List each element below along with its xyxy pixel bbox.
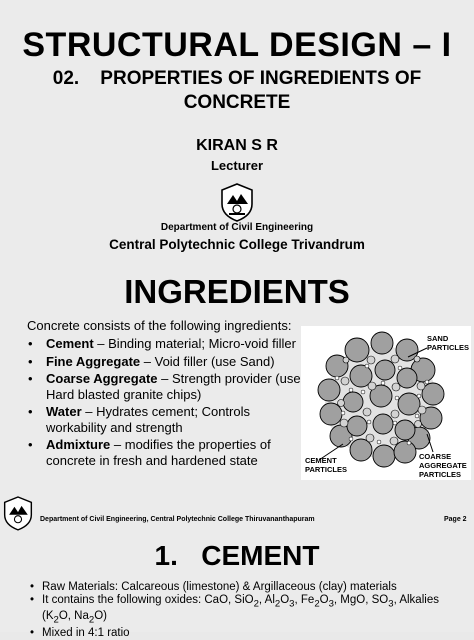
author-name: KIRAN S R bbox=[196, 137, 278, 154]
ingredient-name: Coarse Aggregate bbox=[46, 371, 158, 386]
ingredient-name: Water bbox=[46, 404, 82, 419]
oxides-text: O, Na bbox=[58, 610, 89, 623]
mix-ratio-text: Mixed in 4:1 ratio bbox=[42, 626, 130, 639]
oxides-text: O bbox=[319, 594, 329, 606]
cement-label-line2: PARTICLES bbox=[305, 465, 347, 474]
ingredients-heading: INGREDIENTS bbox=[124, 273, 350, 310]
list-item bbox=[30, 581, 470, 594]
aggregate-cluster bbox=[318, 332, 444, 467]
list-item bbox=[24, 404, 306, 435]
cement-heading: 1. CEMENT bbox=[154, 540, 320, 571]
college-emblem-footer-icon bbox=[2, 495, 34, 531]
ingredient-name: Admixture bbox=[46, 437, 111, 452]
ingredients-list bbox=[24, 336, 306, 470]
slide-subtitle-line2: CONCRETE bbox=[183, 92, 291, 113]
list-item bbox=[24, 336, 306, 352]
coarse-label-line1: COARSE bbox=[419, 452, 452, 461]
bullet: • bbox=[28, 404, 33, 419]
bullet: • bbox=[30, 581, 35, 593]
slide-title: STRUCTURAL DESIGN – I bbox=[22, 26, 452, 64]
oxides-text: O) bbox=[94, 610, 107, 623]
subscript: 2 bbox=[88, 614, 95, 626]
subscript: 2 bbox=[253, 598, 259, 610]
oxides-text: , Al bbox=[258, 594, 275, 606]
department-name: Department of Civil Engineering bbox=[160, 222, 314, 233]
slide-footer: Department of Civil Engineering, Central Polytechnic College Thiruvananthapuram bbox=[40, 516, 315, 523]
raw-materials-text: Raw Materials: Calcareous (limestone) & Argillaceous (clay) materials bbox=[42, 581, 397, 593]
title-slide bbox=[0, 0, 474, 315]
list-item bbox=[30, 594, 470, 627]
subscript: 2 bbox=[274, 598, 281, 610]
subscript: 3 bbox=[328, 598, 334, 610]
bullet: • bbox=[30, 626, 35, 639]
oxides-text: O bbox=[280, 594, 290, 606]
ingredient-description: – modifies the properties of concrete in fresh and hardened state bbox=[46, 437, 271, 468]
ingredient-name: Fine Aggregate bbox=[46, 353, 141, 369]
sand-label-line1: SAND bbox=[427, 334, 449, 343]
ingredient-description: – Strength provider (use Hard blasted granite chips) bbox=[46, 371, 301, 402]
concrete-particles-diagram bbox=[301, 326, 471, 480]
slide-subtitle-line1: 02. PROPERTIES OF INGREDIENTS OF bbox=[52, 68, 422, 89]
oxides-text: , Fe bbox=[294, 594, 315, 606]
oxides-text: It contains the following oxides: CaO, SiO bbox=[42, 594, 254, 606]
bullet: • bbox=[30, 594, 35, 606]
bullet: • bbox=[28, 371, 33, 386]
list-item bbox=[24, 437, 306, 468]
ingredient-description: – Binding material; Micro-void filler bbox=[93, 336, 296, 351]
college-emblem-icon bbox=[219, 182, 255, 222]
ingredients-intro: Concrete consists of the following ingredients: bbox=[27, 318, 292, 333]
subscript: 3 bbox=[289, 598, 295, 610]
page-number: Page 2 bbox=[444, 516, 467, 523]
coarse-label-line2: AGGREGATE bbox=[419, 461, 467, 470]
sand-label-line2: PARTICLES bbox=[427, 343, 469, 352]
ingredient-name: Cement bbox=[46, 336, 94, 351]
college-name: Central Polytechnic College Trivandrum bbox=[109, 237, 365, 252]
cement-list bbox=[30, 581, 470, 640]
subscript: 3 bbox=[388, 598, 394, 610]
bullet: • bbox=[28, 353, 33, 369]
oxides-text: , MgO, SO bbox=[333, 594, 389, 606]
list-item bbox=[24, 354, 306, 370]
bullet: • bbox=[28, 437, 33, 452]
author-role: Lecturer bbox=[210, 158, 264, 173]
subscript: 2 bbox=[314, 598, 320, 610]
ingredient-description: – Hydrates cement; Controls workability and strength bbox=[46, 404, 250, 435]
cement-label-line1: CEMENT bbox=[305, 456, 337, 465]
bullet: • bbox=[28, 336, 33, 351]
ingredient-description: – Void filler (use Sand) bbox=[140, 353, 275, 369]
subscript: 2 bbox=[53, 614, 59, 626]
list-item bbox=[24, 371, 306, 402]
coarse-label-line3: PARTICLES bbox=[419, 470, 461, 479]
oxides-text: , Alkalies (K bbox=[42, 594, 439, 623]
list-item bbox=[30, 627, 470, 640]
